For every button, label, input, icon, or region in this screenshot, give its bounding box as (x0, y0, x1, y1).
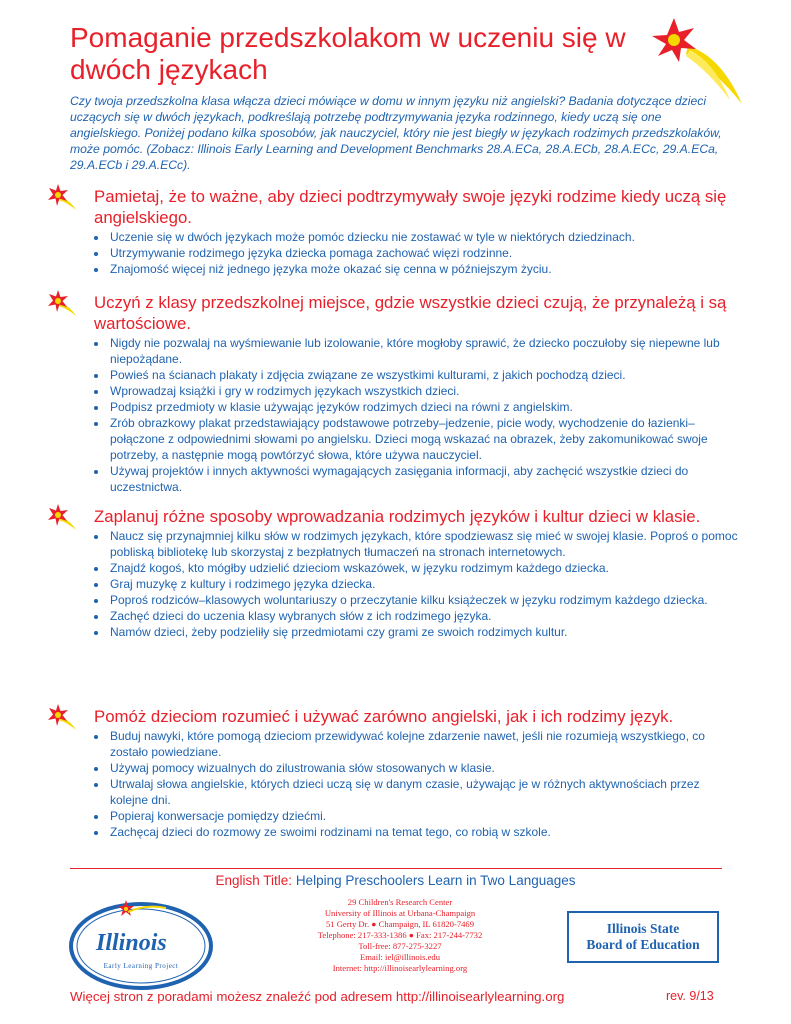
list-item: • Naucz się przynajmniej kilku słów w rodzimych językach, które spodziewasz się mieć w swojej klasie. Poproś o pomoc pobliską bibliotekę lub skorzystaj z bezpłatnych tłumaczeń na stronach internetowych. (108, 528, 738, 560)
bullet-star-icon (48, 184, 76, 210)
bullet-list (94, 528, 738, 640)
section-4 (66, 706, 738, 840)
list-item: • Używaj pomocy wizualnych do zilustrowania słów stosowanych w klasie. (108, 760, 738, 776)
english-title-text: Helping Preschoolers Learn in Two Languages (295, 873, 576, 888)
list-item: • Uczenie się w dwóch językach może pomóc dziecku nie zostawać w tyle w niektórych dziedzinach. (108, 229, 738, 245)
section-heading: Pomóż dzieciom rozumieć i używać zarówno angielski, jak i ich rodzimy język. (94, 707, 674, 726)
list-item: • Nigdy nie pozwalaj na wyśmiewanie lub izolowanie, które mogłoby sprawić, że dziecko poczułoby się niepewne lub niepożądane. (108, 335, 738, 367)
list-item: • Zachęć dzieci do uczenia klasy wybranych słów z ich rodzimego języka. (108, 608, 738, 624)
section-heading: Zaplanuj różne sposoby wprowadzania rodzimych języków i kultur dzieci w klasie. (94, 507, 701, 526)
isbe-logo (567, 911, 719, 963)
revision-label: rev. 9/13 (666, 989, 714, 1003)
bullet-list (94, 335, 738, 495)
illinois-early-learning-logo (66, 894, 216, 994)
isbe-logo-line: Board of Education (586, 937, 700, 952)
list-item: • Zachęcaj dzieci do rozmowy ze swoimi rodzinami na temat tego, co robią w szkole. (108, 824, 738, 840)
list-item: • Powieś na ścianach plakaty i zdjęcia związane ze wszystkimi kulturami, z jakich pochodzą dzieci. (108, 367, 738, 383)
list-item: • Namów dzieci, żeby podzieliły się przedmiotami czy grami ze swoich rodzimych kultur. (108, 624, 738, 640)
logo-subtitle: Early Learning Project (103, 962, 179, 970)
bullet-list (94, 728, 738, 840)
list-item: • Używaj projektów i innych aktywności wymagających zasięgania informacji, aby zachęcić wszystkie dzieci do uczestnictwa. (108, 463, 738, 495)
isbe-logo-line: Illinois State (606, 921, 680, 936)
list-item: • Graj muzykę z kultury i rodzimego języka dziecka. (108, 576, 738, 592)
bullet-star-icon (48, 504, 76, 530)
list-item: • Buduj nawyki, które pomogą dzieciom przewidywać kolejne zdarzenie nawet, jeśli nie rozumieją wszystkiego, co zostało powiedziane. (108, 728, 738, 760)
english-title (0, 873, 791, 888)
section-2 (66, 292, 738, 495)
list-item: • Utrzymywanie rodzimego języka dziecka pomaga zachować więzi rodzinne. (108, 245, 738, 261)
divider-line (70, 868, 722, 869)
page-title: Pomaganie przedszkolakom w uczeniu się w dwóch językach (70, 22, 626, 85)
contact-email[interactable]: Email: iel@illinois.edu (360, 952, 440, 962)
list-item: • Zrób obrazkowy plakat przedstawiający podstawowe potrzeby–jedzenie, picie wody, wychodzenie do łazienki–połączone z odpowiednimi słowami po angielsku. Dzieci mogą wskazać na obrazek, żeby zakomunikować swoje potrzeby, a następnie mogą powtórzyć słowa, które używa nauczyciel. (108, 415, 738, 463)
list-item: • Znajomość więcej niż jednego języka może okazać się cenna w późniejszym życiu. (108, 261, 738, 277)
bullet-star-icon (48, 290, 76, 316)
contact-website[interactable]: Internet: http://illinoisearlylearning.org (332, 963, 468, 973)
section-3 (66, 506, 738, 640)
logo-name: Illinois (96, 930, 167, 956)
contact-line: 29 Children's Research Center (347, 897, 453, 907)
contact-line: University of Illinois at Urbana-Champaign (324, 908, 476, 918)
section-heading: Uczyń z klasy przedszkolnej miejsce, gdzie wszystkie dzieci czują, że przynależą i są wartościowe. (94, 293, 727, 333)
bullet-list (94, 229, 738, 277)
intro-text: Czy twoja przedszkolna klasa włącza dzieci mówiące w domu w innym języku niż angielski? Badania dotyczące dzieci uczących się w dwóch językach, podkreślają potrzebę podtrzymywania języka rodzinnego, kiedy uczą się one angielskiego. Poniżej podano kilka sposobów, jak nauczyciel, który nie jest biegły w językach rodzimych przedszkolaków, może pomóc. (Zobacz: Illinois Early Learning and Development Benchmarks 28.A.ECa, 28.A.ECb, 28.A.ECc, 29.A.ECa, 29.A.ECb i 29.A.ECc). (70, 94, 722, 172)
list-item: • Poproś rodziców–klasowych woluntariuszy o przeczytanie kilku książeczek w języku rodzimym każdego dziecka. (108, 592, 738, 608)
contact-line: Telephone: 217-333-1386 ● Fax: 217-244-7732 (317, 930, 483, 940)
english-title-label: English Title: (215, 873, 293, 888)
footer-text: Więcej stron z poradami możesz znaleźć pod adresem http://illinoisearlylearning.org (70, 989, 565, 1004)
list-item: • Utrwalaj słowa angielskie, których dzieci uczą się w danym czasie, używając je w różnych aktywnościach przez kolejne dni. (108, 776, 738, 808)
section-1 (66, 186, 738, 277)
list-item: • Znajdź kogoś, kto mógłby udzielić dzieciom wskazówek, w języku rodzimym każdego dziecka. (108, 560, 738, 576)
contact-line: Toll-free: 877-275-3227 (358, 941, 442, 951)
list-item: • Popieraj konwersacje pomiędzy dziećmi. (108, 808, 738, 824)
bullet-star-icon (48, 704, 76, 730)
contact-block (300, 897, 500, 974)
section-heading: Pamietaj, że to ważne, aby dzieci podtrzymywały swoje języki rodzime kiedy uczą się angielskiego. (94, 187, 727, 227)
list-item: • Podpisz przedmioty w klasie używając języków rodzimych dzieci na równi z angielskim. (108, 399, 738, 415)
list-item: • Wprowadzaj książki i gry w rodzimych językach wszystkich dzieci. (108, 383, 738, 399)
contact-line: 51 Gerty Dr. ● Champaign, IL 61820-7469 (325, 919, 475, 929)
